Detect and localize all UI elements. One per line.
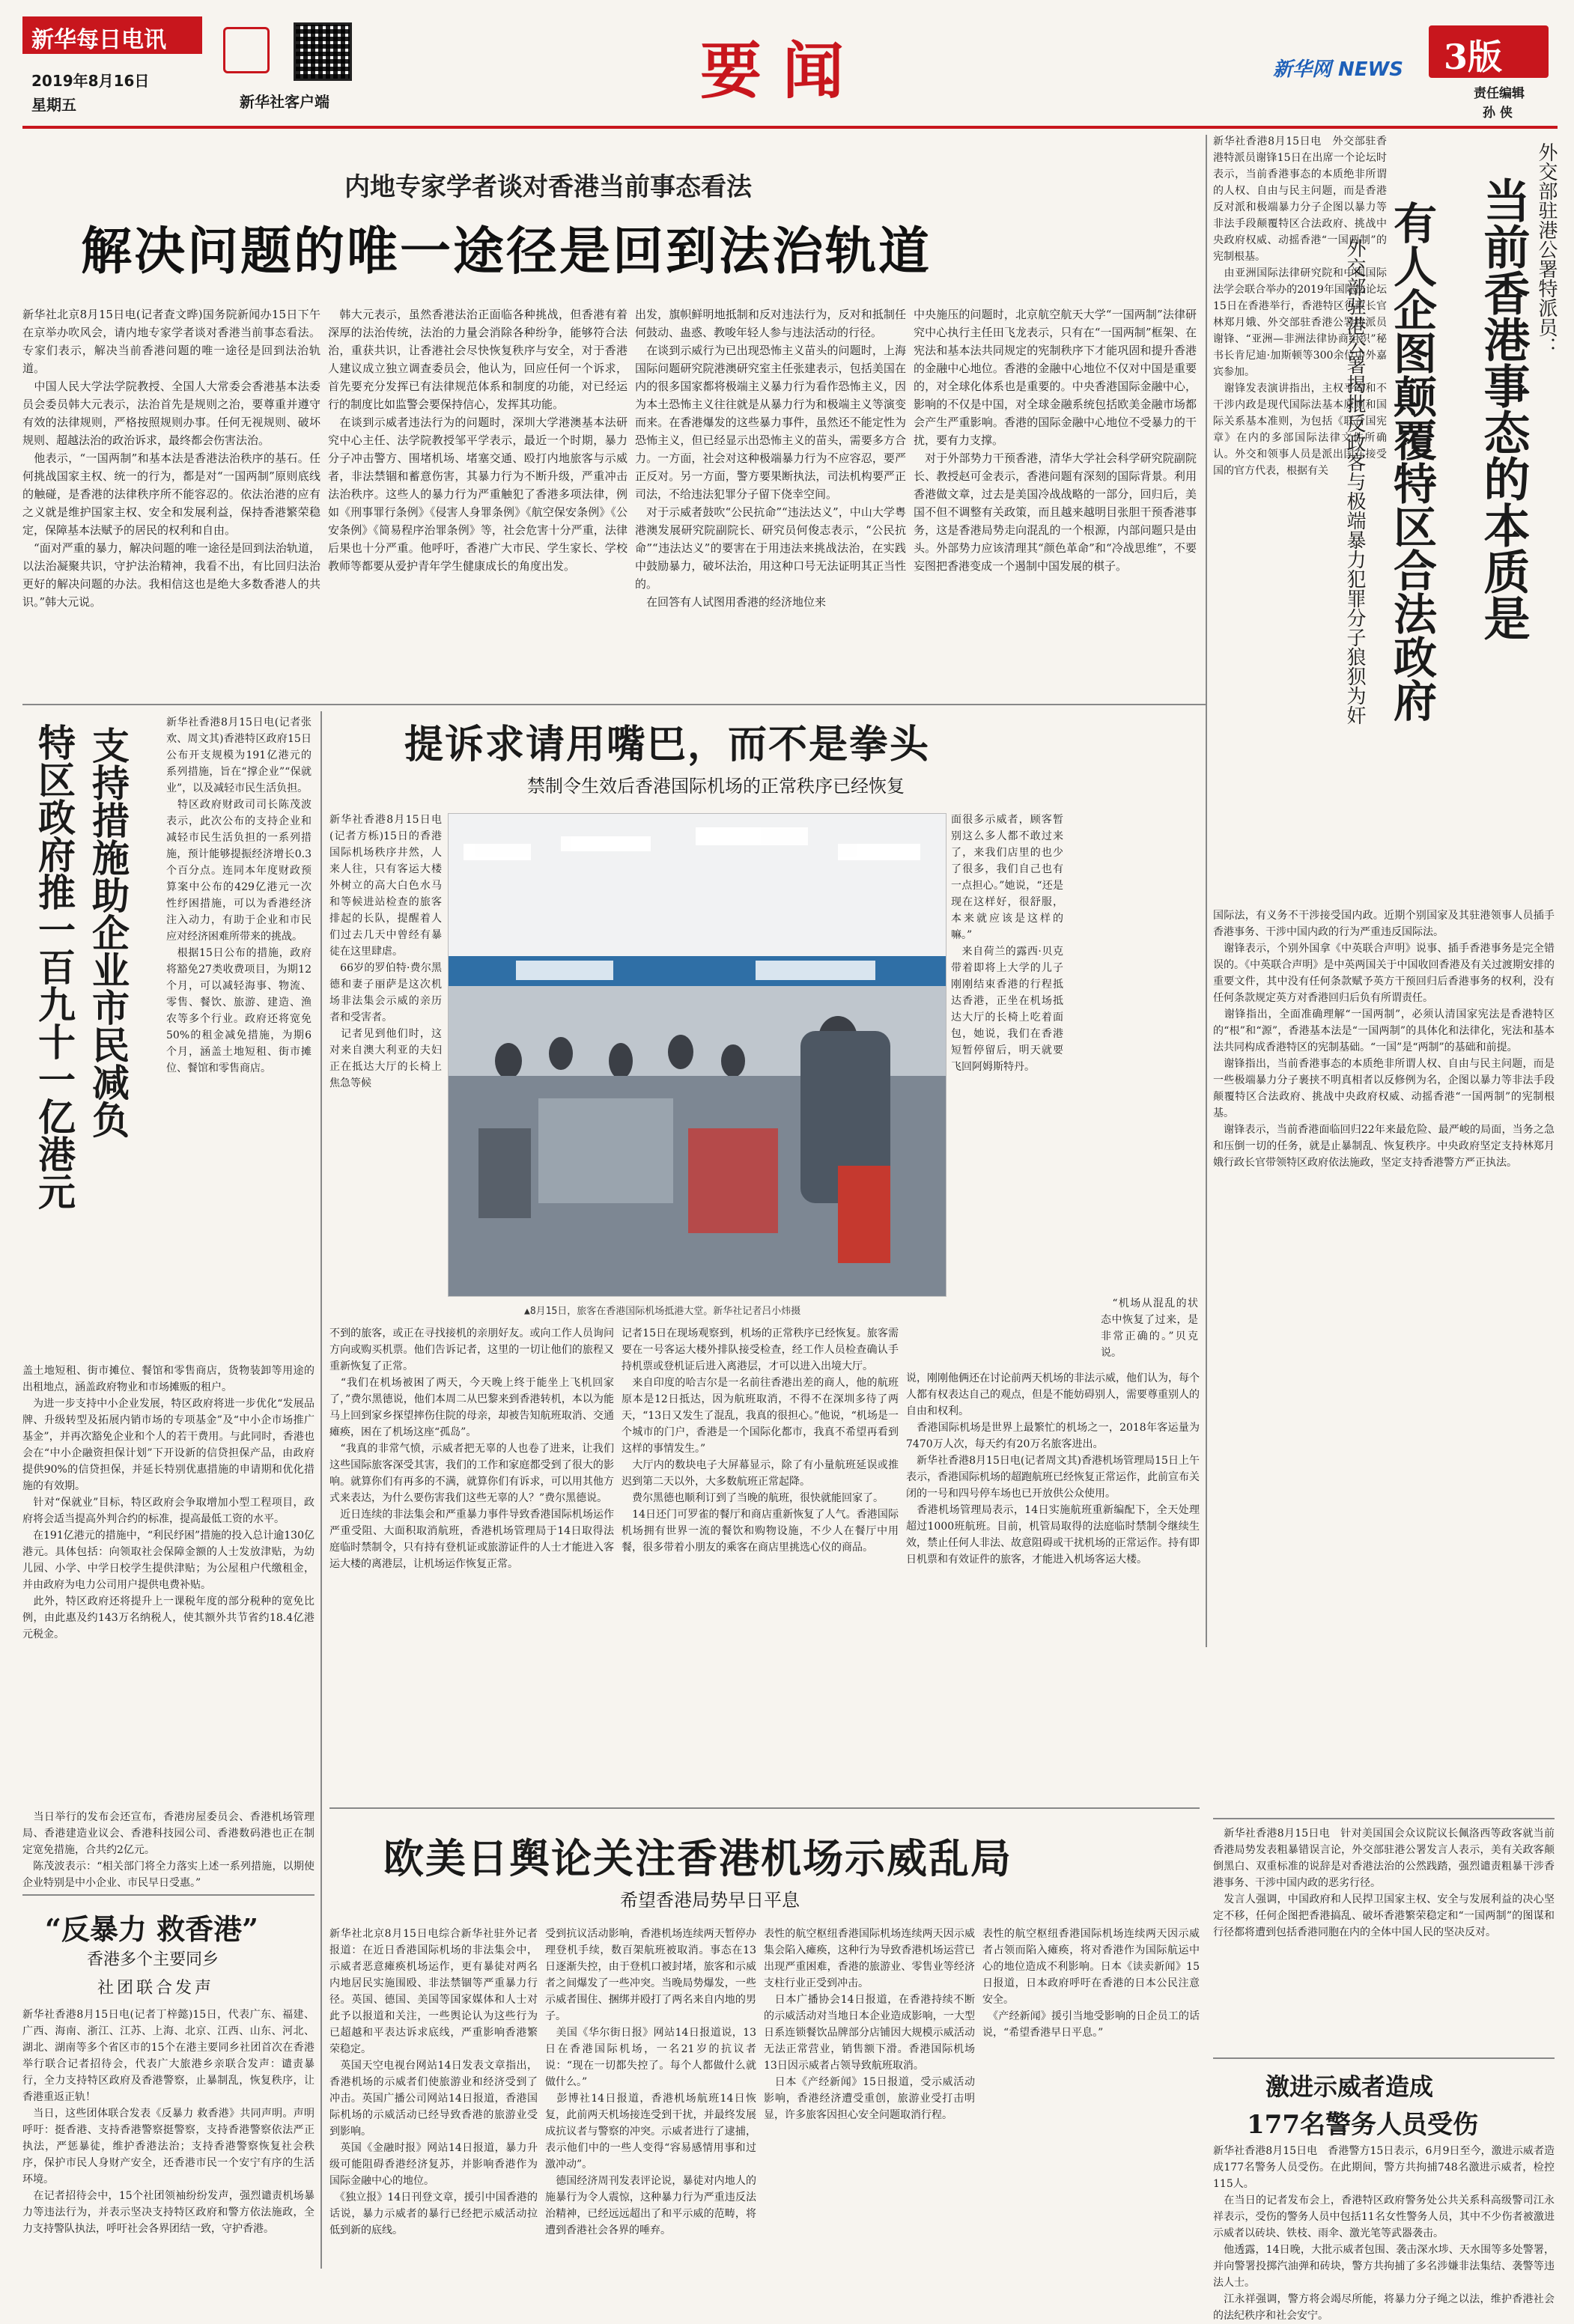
story2-col3: 当日举行的发布会还宣布，香港房屋委员会、香港机场管理局、香港建造业议会、香港科技园公司、香港数码港也正在制定宽免措施，合共约2亿元。 陈茂波表示：“相关部门将全力落实上述一系列措施，以期使企业特别是中小企业、市民早日受惠。” xyxy=(22,1811,315,1889)
story4-col1: 新华社香港8月15日电(记者方栎)15日的香港国际机场秩序井然，人来人往，只有客运大楼外树立的高大白色水马和等候进站检查的旅客排起的长队，提醒着人们过去几天中曾经有暴徒在这里肆虐。 66岁的罗伯特·费尔黑德和妻子丽萨是这次机场非法集会示威的亲历者和受害者。 记者见到他们时，这对来自澳大利亚的夫妇正在抵达大厅的长椅上焦急等候 xyxy=(329,814,442,1089)
story1-col1: 新华社北京8月15日电(记者査文晔)国务院新闻办15日下午在京举办吹风会，请内地专家学者谈对香港当前事态看法。专家们表示，解决当前香港问题的唯一途径是回到法治轨道。 中国人民大学法学院教授、全国人大常委会香港基本法委员会委员韩大元表示，法治首先是规则之治，要尊重并遵守有效的法律规则，严格按照规则办事。任何无视规则、破坏规则、超越法治的政治诉求，最终都会伤害法治。 他表示，“一国两制”和基本法是香港法治秩序的基石。任何挑战国家主权、统一的行为，都是对“一国两制”原则底线的触碰，是香港的法律秩序所不能容忍的。依法治港的应有之义就是维护国家主权、安全和发展利益，保持香港繁荣稳定，保障基本法赋予的居民的权利和自由。 “面对严重的暴力，解决问题的唯一途径是回到法治轨道，以法治凝聚共识，守护法治精神，我看不出，有比回归法治更好的解决问题的办法。我相信这也是绝大多数香港人的共识。”韩大元说。 xyxy=(22,308,320,609)
qr-code-icon[interactable] xyxy=(294,22,352,81)
story6-left-rule xyxy=(1206,135,1207,1647)
story3-subhead2: 社团联合发声 xyxy=(97,1979,215,1998)
story3-headline: “反暴力 救香港” xyxy=(45,1912,258,1946)
story4-bottom-rule xyxy=(329,1807,1200,1809)
story1-col2: 韩大元表示，虽然香港法治正面临各种挑战，但香港有着深厚的法治传统，法治的力量会消除各种纷争，能够符合法治，重获共识，让香港社会尽快恢复秩序与安全，对于香港人建议成立独立调查委员会，他认为，回应任何一个诉求，首先要充分发挥已有法律规范体系和制度的功能，对已经运行的制度比如监警会要保持信心，发挥其功能。 在谈到示威者违法行为的问题时，深圳大学港澳基本法研究中心主任、法学院教授邹平学表示，最近一个时期，暴力分子冲击警方、围堵机场、堵塞交通、殴打内地旅客与示威者，非法禁锢和蓄意伤害，其暴力行为不断升级，严重冲击法治秩序。这些人的暴力行为严重触犯了香港多项法律，例如《刑事罪行条例》《侵害人身罪条例》《航空保安条例》《公安条例》《简易程序治罪条例》等，社会危害十分严重，法律后果也十分严重。他呼吁，香港广大市民、学生家长、学校教师等都要从爱护青年学生健康成长的角度出发。 xyxy=(328,308,628,573)
story5-col3: 表性的航空枢纽香港国际机场连续两天因示威集会陷入瘫痪，这种行为导致香港机场运营已出现严重困难，香港的旅游业、零售业等经济支柱行业正受到冲击。 日本广播协会14日报道，在香港持续不断的示威活动对当地日本企业造成影响，一大型日系连锁餐饮品牌部分店铺因大规模示威活动无法正常营业，销售额下滑。香港国际机场13日因示威者占领导致航班取消。 日本《产经新闻》15日报道，受示威活动影响，香港经济遭受重创，旅游业受打击明显，许多旅客因担心安全问题取消行程。 xyxy=(764,1928,975,2121)
story6-tail-rule xyxy=(1213,1818,1555,1819)
section-title: 要闻 xyxy=(700,35,866,107)
story4-lower1: 不到的旅客，或正在寻找接机的亲朋好友。或向工作人员询问方向或购买机票。他们告诉记者，这里的一切让他们的旅程又重新恢复了正常。 “我们在机场被困了两天，今天晚上终于能坐上飞机回家了，”费尔黑德说，他们本周二从巴黎来到香港转机，本以为能马上回到家乡探望摔伤住院的母亲，却被告知航班取消、交通瘫痪，困在了机场这座“孤岛”。 “我真的非常气愤，示威者把无辜的人也卷了进来，让我们这些国际旅客深受其害，我们的工作和家庭都受到了很大的影响。就算你们有再多的不满，就算你们有诉求，可以用其他方式来表达，为什么要伤害我们这些无辜的人？”费尔黑德说。 近日连续的非法集会和严重暴力事件导致香港国际机场运作严重受阻、大面积取消航班，香港机场管理局于14日取得法庭临时禁制令，只有持有登机证或旅游证件的人士才能进入客运大楼的离港层，让机场运作恢复正常。 xyxy=(329,1327,614,1570)
story1-bottom-rule xyxy=(22,704,1206,705)
story5-headline: 欧美日舆论关注香港机场示威乱局 xyxy=(383,1835,1012,1882)
story1-col3: 出发，旗帜鲜明地抵制和反对违法行为，反对和抵制任何鼓动、蛊惑、教唆年轻人参与违法活动的行径。 在谈到示威行为已出现恐怖主义苗头的问题时，上海国际问题研究院港澳研究室主任张建表示，包括美国在内的很多国家都将极端主义暴力行为看作恐怖主义，因为本土恐怖主义往往就是从暴力行为和极端主义等演变而来。在香港爆发的这些暴力事件，虽然还不能定性为恐怖主义，但已经显示出恐怖主义的苗头，需要多方合力。一方面，社会对这种极端暴力行为不应容忍，要严正反对。另一方面，警方要果断执法，司法机构要严正司法，不给违法犯罪分子留下侥幸空间。 对于示威者鼓吹“公民抗命”“违法达义”，中山大学粤港澳发展研究院副院长、研究员何俊志表示，“公民抗命”“违法达义”的要害在于用违法来挑战法治，在实践中鼓励暴力，破坏法治，用这种口号无法证明其正当性的。 在回答有人试图用香港的经济地位来 xyxy=(635,308,906,609)
story2-right-rule xyxy=(320,711,322,2269)
page-number: 3版 xyxy=(1444,37,1503,77)
story5-subhead: 希望香港局势早日平息 xyxy=(620,1890,800,1911)
story3-body: 新华社香港8月15日电(记者丁梓懿)15日，代表广东、福建、广西、海南、浙江、江苏、上海、北京、江西、山东、河北、湖北、湖南等多个省区市的15个在港主要同乡社团首次在香港举行联合记者招待会，代表广大旅港乡亲联合发声：谴责暴行，全力支持特区政府及香港警察，止暴制乱，恢复秩序，让香港重返正轨！ 当日，这些团体联合发表《反暴力 救香港》共同声明。声明呼吁：挺香港、支持香港警察挺警察，支持香港警察依法严正执法，严惩暴徒，维护香港法治；支持香港警察恢复社会秩序，保护市民人身财产安全，还香港市民一个安宁有序的生活环境。 在记者招待会中，15个社团领袖纷纷发声，强烈谴责机场暴力等违法行为，并表示坚决支持特区政府和警方依法施政，全力支持警队执法，呼吁社会各界团结一致，守护香港。 xyxy=(22,2009,315,2235)
story1-kicker: 内地专家学者谈对香港当前事态看法 xyxy=(344,172,752,202)
story7-headline: 激进示威者造成 xyxy=(1265,2072,1434,2101)
editor-label: 责任编辑 xyxy=(1474,86,1525,101)
story4-lower2: 记者15日在现场观察到，机场的正常秩序已经恢复。旅客需要在一号客运大楼外排队接受检查，经工作人员检查确认手持机票或登机证后进入离港层，才可以进入出境大厅。 来自印度的哈吉尔是一名前往香港出差的商人，他的航班原本是12日抵达，因为航班取消，不得不在深圳多待了两天，“13日又发生了混乱，我真的很担心。”他说，“机场是一个城市的门户，香港是一个国际化都市，我真不希望再看到这样的事情发生。” 大厅内的数块电子大屏幕显示，除了有小量航班延误或推迟到第二天以外，大多数航班正常起降。 费尔黑德也顺利订到了当晚的航班，很快就能回家了。 14日还门可罗雀的餐厅和商店重新恢复了人气。香港国际机场拥有世界一流的餐饮和购物设施，不少人在餐厅中用餐，很多带着小朋友的乘客在商店里挑选心仪的商品。 xyxy=(622,1327,899,1554)
airport-scene-illustration xyxy=(449,814,946,1296)
photo-caption: ▲8月15日，旅客在香港国际机场抵港大堂。新华社记者吕小炜摄 xyxy=(524,1306,801,1317)
story6-sub: 外交部驻港公署揭批反政客与极端暴力犯罪分子狼狈为奸 xyxy=(1343,238,1366,725)
story2-col2: 盖土地短租、街市摊位、餐馆和零售商店，货物装卸等用途的出租地点，涵盖政府物业和市场摊贩的租户。 为进一步支持中小企业发展，特区政府将进一步优化“发展品牌、升级转型及拓展内销市场的专项基金”及“中小企市场推广基金”，并再次豁免企业和个人的若干费用。与此同时，香港也会在“中小企融资担保计划”下开设新的信贷担保产品，由政府提供90%的信贷担保，并延长特别优惠措施的申请期和优化措施的有效期。 针对“保就业”目标，特区政府会争取增加小型工程项目，政府将会适当提高外判合约的标准，提高最低工资的水平。 在191亿港元的措施中，“利民纾困”措施的投入总计逾130亿港元。具体包括：向领取社会保障金额的人士发放津贴，为幼儿园、小学、中学日校学生提供津贴；为公屋租户代缴租金，并由政府为电力公司用户提供电费补贴。 此外，特区政府还将提升上一课税年度的部分税种的宽免比例，由此惠及约143万名纳税人，使其额外共节省约18.4亿港元税金。 xyxy=(22,1365,315,1640)
story6-headline2: 有人企图颠覆特区合法政府 xyxy=(1386,201,1437,722)
story6-kicker: 外交部驻港公署特派员： xyxy=(1535,142,1558,356)
news-logo-icon: 新华网 NEWS xyxy=(1273,58,1403,81)
story5-col4: 表性的航空枢纽香港国际机场连续两天因示威者占领而陷入瘫痪，将对香港作为国际航运中心的地位造成不利影响。日本《读卖新闻》15日报道，日本政府呼吁在香港的日本公民注意安全。 《产经新闻》援引当地受影响的日企员工的话说，“希望香港早日平息。” xyxy=(982,1928,1200,2039)
story2-headline: 支持措施助企业市民减负 xyxy=(86,726,130,1138)
story1-headline: 解决问题的唯一途径是回到法治轨道 xyxy=(81,222,932,282)
story4-headline: 提诉求请用嘴巴，而不是拳头 xyxy=(404,723,931,767)
masthead xyxy=(0,0,1574,126)
airport-photo xyxy=(448,813,946,1297)
masthead-date: 2019年8月16日 xyxy=(31,72,150,90)
story6-tail: 新华社香港8月15日电 针对美国国会众议院议长佩洛西等政客就当前香港局势发表粗暴错误言论，外交部驻港公署发言人表示，美有关政客颠倒黑白、双重标准的说辞是对香港法治的公然践踏，强烈谴责粗暴干涉香港事务、干涉中国内政的恶劣行径。 发言人强调，中国政府和人民捍卫国家主权、安全与发展利益的决心坚定不移，任何企图把香港搞乱、破坏香港繁荣稳定和“一国两制”的图谋和行径都将遭到包括香港同胞在内的全体中国人民的坚决反对。 xyxy=(1213,1828,1555,1938)
story4-col2: 面很多示威者，顾客暂别这么多人都不敢过来了，来我们店里的也少了很多，我们自己也有一点担心。”她说，“还是现在这样好，很舒服，本来就应该是这样的嘛。” 来自荷兰的露西·贝克带着即将上大学的儿子刚刚结束香港的行程抵达香港，正坐在机场抵达大厅的长椅上吃着面包，她说，我们在香港短暂停留后，明天就要飞回阿姆斯特丹。 xyxy=(951,814,1063,1073)
story4-cont: “机场从混乱的状态中恢复了过来，是非常正确的。”贝克说。 xyxy=(1101,1298,1198,1359)
story5-col1: 新华社北京8月15日电综合新华社驻外记者报道：在近日香港国际机场的非法集会中，示威者恶意瘫痪机场运作，更有暴徒对两名内地居民实施围殴、非法禁锢等严重暴力行径。英国、德国、美国等国家媒体和人士对此予以报道和关注，一些舆论认为这些行为已超越和平表达诉求底线，严重影响香港繁荣稳定。 英国天空电视台网站14日发表文章指出，香港机场的示威者们使旅游业和经济受到了冲击。英国广播公司网站14日报道，香港国际机场的示威活动已经导致香港的旅游业受到影响。 英国《金融时报》网站14日报道，暴力升级可能阻碍香港经济复苏，并影响香港作为国际金融中心的地位。 《独立报》14日刊登文章，援引中国香港的话说，暴力示威者的暴行已经把示威活动拉低到新的底线。 xyxy=(329,1928,538,2236)
masthead-rule xyxy=(22,126,1558,129)
masthead-client: 新华社客户端 xyxy=(240,93,329,111)
masthead-weekday: 星期五 xyxy=(31,96,76,114)
masthead-source: 新华每日电讯 xyxy=(31,27,166,53)
editor-name: 孙 侠 xyxy=(1483,106,1513,121)
story6-main: 国际法，有义务不干涉接受国内政。近期个别国家及其驻港领事人员插手香港事务、干涉中国内政的行为严重违反国际法。 谢锋表示，个别外国拿《中英联合声明》说事、插手香港事务是完全错误的。《中英联合声明》是中英两国关于中国收回香港及有关过渡期安排的重要文件，其中没有任何条款赋予英方干预回归后香港事务的权利，没有任何条款规定英方对香港回归后负有所谓责任。 谢锋指出，全面准确理解“一国两制”，必须认清国家宪法是香港特区的“根”和“源”，香港基本法是“一国两制”的具体化和法律化，宪法和基本法共同构成香港特区的宪制基础。“一国”是“两制”的基础和前提。 谢锋指出，当前香港事态的本质绝非所谓人权、自由与民主问题，而是一些极端暴力分子裹挟不明真相者以反修例为名，企图以暴力等非法手段颠覆特区合法政府、挑战中央政府权威、动摇香港“一国两制”的宪制根基。 谢锋表示，当前香港面临回归22年来最危险、最严峻的局面，当务之急和压倒一切的任务，就是止暴制乱、恢复秩序。中央政府坚定支持林郑月娥行政长官带领特区政府依法施政，坚定支持香港警方严正执法。 xyxy=(1213,910,1555,1169)
story4-subhead: 禁制令生效后香港国际机场的正常秩序已经恢复 xyxy=(527,776,905,797)
story6-lead: 新华社香港8月15日电 外交部驻香港特派员谢锋15日在出席一个论坛时表示，当前香港事态的本质绝非所谓的人权、自由与民主问题，而是香港反对派和极端暴力分子企图以暴力等非法手段颠覆特区合法政府、挑战中央政府权威、动摇香港“一国两制”的宪制根基。 由亚洲国际法律研究院和中国国际法学会联合举办的2019年国际法论坛15日在香港举行，香港特区行政长官林郑月娥、外交部驻香港公署特派员谢锋、“亚洲—非洲法律协商组织”秘书长肯尼迪·加斯顿等300余位中外嘉宾参加。 谢锋发表演讲指出，主权平等和不干涉内政是现代国际法基本原则和国际关系基本准则，为包括《联合国宪章》在内的多部国际法律文件所确认。外交和领事人员是派出国在接受国的官方代表，根据有关 xyxy=(1213,136,1387,477)
xinhua-logo-icon xyxy=(223,27,270,73)
story3-subhead1: 香港多个主要同乡 xyxy=(87,1950,219,1969)
story2-headline2: 特区政府推一百九十一亿港元 xyxy=(32,723,76,1210)
story6-headline: 当前香港事态的本质是 xyxy=(1476,177,1531,641)
story7-body: 新华社香港8月15日电 香港警方15日表示，6月9日至今，激进示威者造成177名警务人员受伤。在此期间，警方共拘捕748名激进示威者，检控115人。 在当日的记者发布会上，香港特区政府警务处公共关系科高级警司江永祥表示，受伤的警务人员中包括11名女性警务人员，其中不少伤者被激进示威者以砖块、铁枝、雨伞、激光笔等武器袭击。 他透露，14日晚，大批示威者包围、袭击深水埗、天水围等多处警署，并向警署投掷汽油弹和砖块，警方共拘捕了多名涉嫌非法集结、袭警等违法人士。 江永祥强调，警方将会竭尽所能，将暴力分子绳之以法，维护香港社会的法纪秩序和社会安宁。 xyxy=(1213,2145,1555,2322)
story1-col4: 中央施压的问题时，北京航空航天大学“一国两制”法律研究中心执行主任田飞龙表示，只有在“一国两制”框架、在宪法和基本法共同规定的宪制秩序下才能巩固和提升香港的金融中心地位。香港的金融中心地位不仅对中国是重要的，对全球化体系也是重要的。中央香港国际金融中心，影响的不仅是中国，对全球金融系统包括欧美金融市场都会产生严重影响。香港的国际金融中心地位不受暴力的干扰，要有力支撑。 对于外部势力干预香港，清华大学社会科学研究院副院长、教授赵可金表示，香港问题有深刻的国际背景。利用香港做文章，过去是美国冷战战略的一部分，回归后，美国不但不调整有关政策，而且越来越明目张胆干预香港事务，这是香港局势走向混乱的一个根源，内部问题只是由头。外部势力应该清理其“颜色革命”和“冷战思维”，不要妄图把香港变成一个遏制中国发展的棋子。 xyxy=(914,308,1197,573)
story4-lower3: 说，刚刚他俩还在讨论前两天机场的非法示威，他们认为，每个人都有权表达自己的观点，但是不能妨碍别人，需要尊重别人的自由和权利。 香港国际机场是世界上最繁忙的机场之一，2018年客运量为7470万人次，每天约有20万名旅客进出。 新华社香港8月15日电(记者周文其)香港机场管理局15日上午表示，香港国际机场的超跑航班已经恢复正常运作，此前宣布关闭的一号和四号停车场也已开放供公众使用。 香港机场管理局表示，14日实施航班重新编配下，全天处理超过1000班航班。目前，机管局取得的法庭临时禁制令继续生效，禁止任何人非法、故意阻碍或干扰机场的正常运作。持有即日机票和有效证件的旅客，才能进入机场客运大楼。 xyxy=(906,1372,1200,1566)
story3-top-rule xyxy=(22,1894,315,1896)
story7-headline2: 177名警务人员受伤 xyxy=(1247,2110,1478,2140)
story2-col1: 新华社香港8月15日电(记者张欢、周文其)香港特区政府15日公布开支规模为191亿港元的系列措施，旨在“撑企业”“保就业”，以及减轻市民生活负担。 特区政府财政司司长陈茂波表示，此次公布的支持企业和减轻市民生活负担的一系列措施，预计能够提振经济增长0.3个百分点。连同本年度财政预算案中公布的429亿港元一次性纾困措施，可以为香港经济注入动力，有助于企业和市民应对经济困难所带来的挑战。 根据15日公布的措施，政府将豁免27类收费项目，为期12个月，可以减轻海事、物流、零售、餐饮、旅游、建造、渔农等多个行业。政府还将宽免50%的租金减免措施，为期6个月，涵盖土地短租、街市摊位、餐馆和零售商店。 xyxy=(166,717,312,1074)
story7-top-rule xyxy=(1213,2057,1555,2059)
story5-col2: 受到抗议活动影响，香港机场连续两天暂停办理登机手续，数百架航班被取消。事态在13日逐渐失控，由于登机口被封堵，旅客和示威者之间爆发了一些冲突。当晚局势爆发，一些示威者围住、捆绑并殴打了两名来自内地的男子。 美国《华尔街日报》网站14日报道说，13日在香港国际机场，一名21岁的抗议者说：“现在一切都失控了。每个人都做什么就做什么。” 彭博社14日报道，香港机场航班14日恢复，此前两天机场接连受到干扰，并最终发展成抗议者与警察的冲突。示威者进行了逮捕，表示他们中的一些人变得“容易感情用事和过激冲动”。 德国经济周刊发表评论说，暴徒对内地人的施暴行为令人震惊，这种暴力行为严重违反法治精神，已经远远超出了和平示威的范畴，将遭到香港社会各界的唾弃。 xyxy=(545,1928,756,2236)
